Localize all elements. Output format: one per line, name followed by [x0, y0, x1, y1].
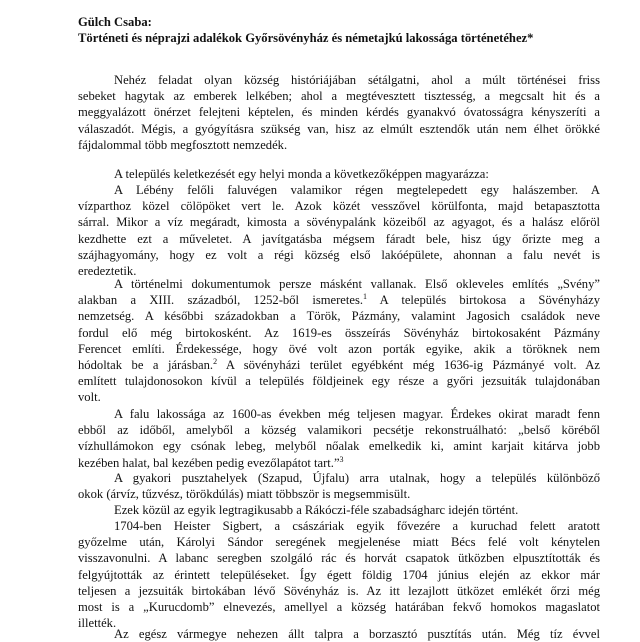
paragraph-puszta: [78, 470, 600, 502]
text-line: [78, 292, 600, 308]
text-line: visszavonulni. A labanc seregben szolgáló rác és horvát csapatok ütközben elpusztították és: [78, 551, 600, 566]
text-line: meggyalázott önérzet felejteni képtelen, és minden kérdés gyanakvó óvatosságra kényszeríti a: [78, 105, 600, 120]
text-line: A Lébény felőli faluvégen valamikor régen megtelepedett egy halászember. A: [114, 183, 600, 197]
text-line: nemzetség. A későbbi századokban a Török, Pázmány, valamint Jagosich családok neve: [78, 309, 600, 324]
text-line: vízhullámokon egy csónak lebeg, melyből nőalak emelkedik ki, amint karjait kitárva jobb: [78, 439, 600, 454]
text-line: sárral. Mikor a víz megáradt, kimosta a sövénypalánk közeiből az agyagot, és a halász előröl: [78, 215, 600, 230]
text-line: A falu lakossága az 1600-as években még teljesen magyar. Érdekes okirat maradt fenn: [114, 407, 600, 421]
text-line: A történelmi dokumentumok persze másként vallanak. Első okleveles említés „Svény”: [114, 277, 600, 291]
text-line: A település keletkezését egy helyi monda a következőképpen magyarázza:: [114, 167, 489, 181]
paragraph-legend: [78, 182, 600, 279]
text-line: 1704-ben Heister Sigbert, a császáriak egyik fővezére a kuruchad felett aratott: [114, 519, 600, 533]
paragraph-documents: [78, 276, 600, 406]
text-line: Ferencet említi. Érdekessége, hogy övé volt azon porták egyike, akik a töröknek nem: [78, 341, 600, 356]
author-name: Gülch Csaba:: [78, 15, 152, 29]
text-segment: hódoltak be a járásban.: [78, 358, 214, 373]
paragraph-population: [78, 406, 600, 471]
text-line: volt.: [78, 390, 101, 405]
footnote-mark: 2: [213, 356, 218, 366]
paragraph-intro: [78, 72, 600, 153]
text-line: eredeztetik.: [78, 264, 137, 279]
footnote-mark: 1: [363, 292, 368, 302]
text-line: teljesen a jezsuiták birtokában lévő Sövényház is. Az itt lezajlott ütközet emlékét őrzi még: [78, 583, 600, 598]
text-line: most is a „Kurucdomb” elnevezés, amellyel a község határában fekvő homokos magaslatot: [78, 600, 600, 615]
text-line: említett tulajdonosokon kívül a település földjeinek egy része a győri jezsuiták tulajdonában: [78, 374, 600, 389]
text-line: fájdalommal több megfosztott nemzedék.: [78, 137, 288, 152]
text-line: okok (árvíz, tűzvész, törökdúlás) miatt többször is megsemmisült.: [78, 487, 411, 502]
text-line: sebeket hagytak az emberek lelkében; ahol a megtévesztett tisztesség, a megcsalt hit és a: [78, 89, 600, 104]
text-line: fordul elő még birtokosként. Az 1619-es összeírás Sövényház birtokosaként Pázmány: [78, 325, 600, 340]
text-segment: kezében halat, bal kezében pedig evezőlapátot tart.”: [78, 455, 340, 470]
text-segment: A sövényházi terület egyébként még 1636-ig Pázmányé volt. Az: [225, 358, 600, 373]
text-line: felgyújtották az érintett településeket. Így égett földig 1704 június elején az ekkor már: [78, 567, 600, 582]
article-title: Történeti és néprajzi adalékok Győrsövényház és németajkú lakossága történetéhez*: [78, 31, 534, 45]
text-segment: alakban a XIII. századból, 1252-ből ismeretes.: [78, 293, 364, 308]
text-line: illették.: [78, 616, 117, 631]
text-line: győzelme után, Károlyi Sándor seregének megjelenése miatt Bécs felé volt kénytelen: [78, 535, 600, 550]
text-line: válaszadót. Mégis, a gyógyításra szükség van, hisz az elmúlt esztendők után nem élhet örökké: [78, 121, 600, 136]
paragraph-rakoczi: [78, 502, 600, 518]
text-line: A gyakori pusztahelyek (Szapud, Újfalu) arra utalnak, hogy a település különböző: [114, 471, 600, 485]
footnote-mark: 3: [339, 454, 344, 464]
text-line: vízparthoz közel cölöpöket vert le. Azok közét vesszővel körülfonta, majd betapasztotta: [78, 199, 600, 214]
text-segment: A település birtokosa a Sövényházy: [379, 293, 600, 308]
text-line: Nehéz feladat olyan község históriájában sétálgatni, ahol a múlt történései friss: [114, 73, 600, 87]
paragraph-legend-intro: [78, 166, 600, 182]
text-line: ebből az időből, amelyből a község valamikori pecsétje rekonstruálható: „belső köréből: [78, 423, 600, 438]
paragraph-1704: [78, 518, 600, 631]
text-line: kezdhette ezt a műveletet. A javítgatásba mégsem fáradt bele, hisz úgy őrizte meg a: [78, 231, 600, 246]
text-line: Az egész vármegye nehezen állt talpra a borzasztó pusztítás után. Még tíz évvel: [114, 627, 600, 641]
text-line: [78, 455, 600, 471]
text-line: Ezek közül az egyik legtragikusabb a Rákóczi-féle szabadságharc idején történt.: [114, 503, 519, 517]
text-line: szájhagyomány, hogy ez volt a régi község első lakóépülete, ahonnan a falu nevét is: [78, 247, 600, 262]
text-line: [78, 357, 600, 373]
